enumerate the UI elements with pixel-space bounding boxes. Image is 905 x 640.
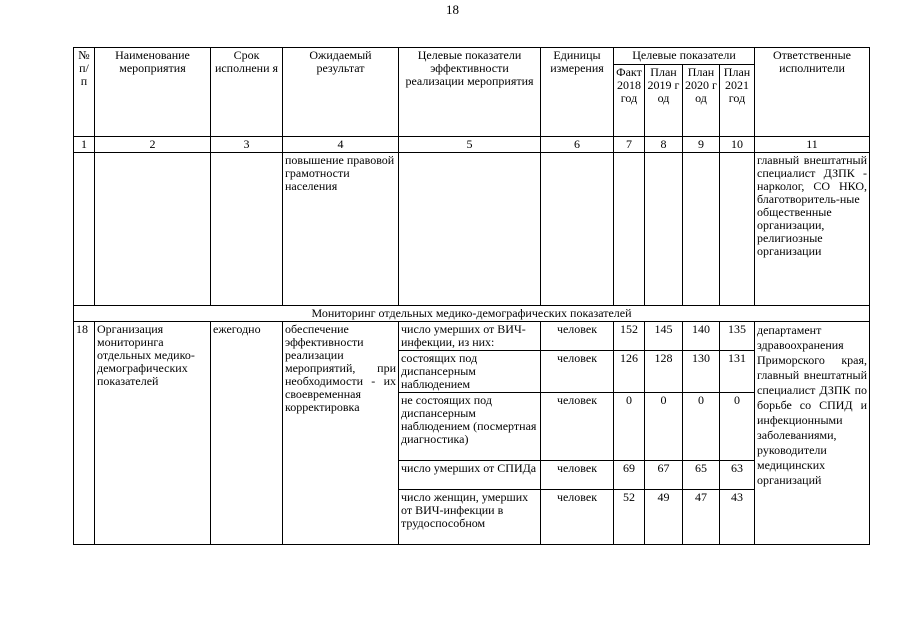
header-plan-2020: План 2020 год (683, 65, 720, 137)
column-number: 5 (399, 137, 541, 153)
indicator-plan-2019: 49 (645, 490, 683, 545)
indicator-unit: человек (541, 461, 614, 490)
continuation-result: повышение правовой грамотности населения (283, 153, 399, 306)
column-number: 6 (541, 137, 614, 153)
table-row (74, 322, 870, 351)
indicator-name: число умерших от СПИДа (399, 461, 541, 490)
header-unit: Единицы измерения (541, 48, 614, 137)
column-number: 4 (283, 137, 399, 153)
header-term: Срок исполнени я (211, 48, 283, 137)
indicator-plan-2020: 0 (683, 393, 720, 461)
section-title: Мониторинг отдельных медико-демографических показателей (74, 306, 870, 322)
indicator-fact-2018: 52 (614, 490, 645, 545)
item-number: 18 (74, 322, 95, 545)
page-number: 18 (446, 2, 459, 17)
header-plan-2021: План 2021 год (720, 65, 755, 137)
indicator-plan-2021: 63 (720, 461, 755, 490)
indicator-plan-2021: 43 (720, 490, 755, 545)
indicator-plan-2020: 65 (683, 461, 720, 490)
column-number: 8 (645, 137, 683, 153)
column-numbers-row (74, 137, 870, 153)
header-plan-2019: План 2019 год (645, 65, 683, 137)
column-number: 2 (95, 137, 211, 153)
column-number: 11 (755, 137, 870, 153)
header-result: Ожидаемый результат (283, 48, 399, 137)
column-number: 9 (683, 137, 720, 153)
continuation-row (74, 153, 870, 306)
indicator-name: число женщин, умерших от ВИЧ-инфекции в трудоспособном (399, 490, 541, 545)
indicator-unit: человек (541, 393, 614, 461)
indicator-unit: человек (541, 322, 614, 351)
indicator-plan-2020: 140 (683, 322, 720, 351)
header-number: № п/ п (74, 48, 95, 137)
indicator-plan-2021: 0 (720, 393, 755, 461)
indicator-name: состоящих под диспансерным наблюдением (399, 351, 541, 393)
indicator-plan-2021: 135 (720, 322, 755, 351)
table-header-row (74, 48, 870, 65)
column-number: 3 (211, 137, 283, 153)
header-targets-group: Целевые показатели (614, 48, 755, 65)
item-name: Организация мониторинга отдельных медико-демографических показателей (95, 322, 211, 545)
indicator-plan-2020: 130 (683, 351, 720, 393)
indicator-name: число умерших от ВИЧ-инфекции, из них: (399, 322, 541, 351)
column-number: 7 (614, 137, 645, 153)
header-responsible: Ответственные исполнители (755, 48, 870, 137)
indicator-plan-2021: 131 (720, 351, 755, 393)
item-responsible: департамент здравоохранения Приморского края, главный внештатный специалист ДЗПК по борьбе со СПИД и инфекционными заболеваниями, руководители медицинских организаций (755, 322, 870, 545)
indicator-plan-2020: 47 (683, 490, 720, 545)
header-fact-2018: Факт 2018 год (614, 65, 645, 137)
continuation-responsible: главный внештатный специалист ДЗПК - нарколог, СО НКО, благотворитель-ные общественные организации, религиозные организации (755, 153, 870, 306)
column-number: 1 (74, 137, 95, 153)
indicator-name: не состоящих под диспансерным наблюдением (посмертная диагностика) (399, 393, 541, 461)
item-result: обеспечение эффективности реализации мероприятий, при необходимости - их своевременная корректировка (283, 322, 399, 545)
indicator-fact-2018: 126 (614, 351, 645, 393)
indicator-plan-2019: 128 (645, 351, 683, 393)
header-indicators: Целевые показатели эффективности реализации мероприятия (399, 48, 541, 137)
indicator-fact-2018: 0 (614, 393, 645, 461)
indicator-plan-2019: 67 (645, 461, 683, 490)
indicator-fact-2018: 152 (614, 322, 645, 351)
item-term: ежегодно (211, 322, 283, 545)
indicator-unit: человек (541, 490, 614, 545)
indicator-plan-2019: 145 (645, 322, 683, 351)
header-name: Наименование мероприятия (95, 48, 211, 137)
column-number: 10 (720, 137, 755, 153)
section-row (74, 306, 870, 322)
indicator-fact-2018: 69 (614, 461, 645, 490)
indicator-plan-2019: 0 (645, 393, 683, 461)
measures-table (73, 47, 870, 545)
indicator-unit: человек (541, 351, 614, 393)
